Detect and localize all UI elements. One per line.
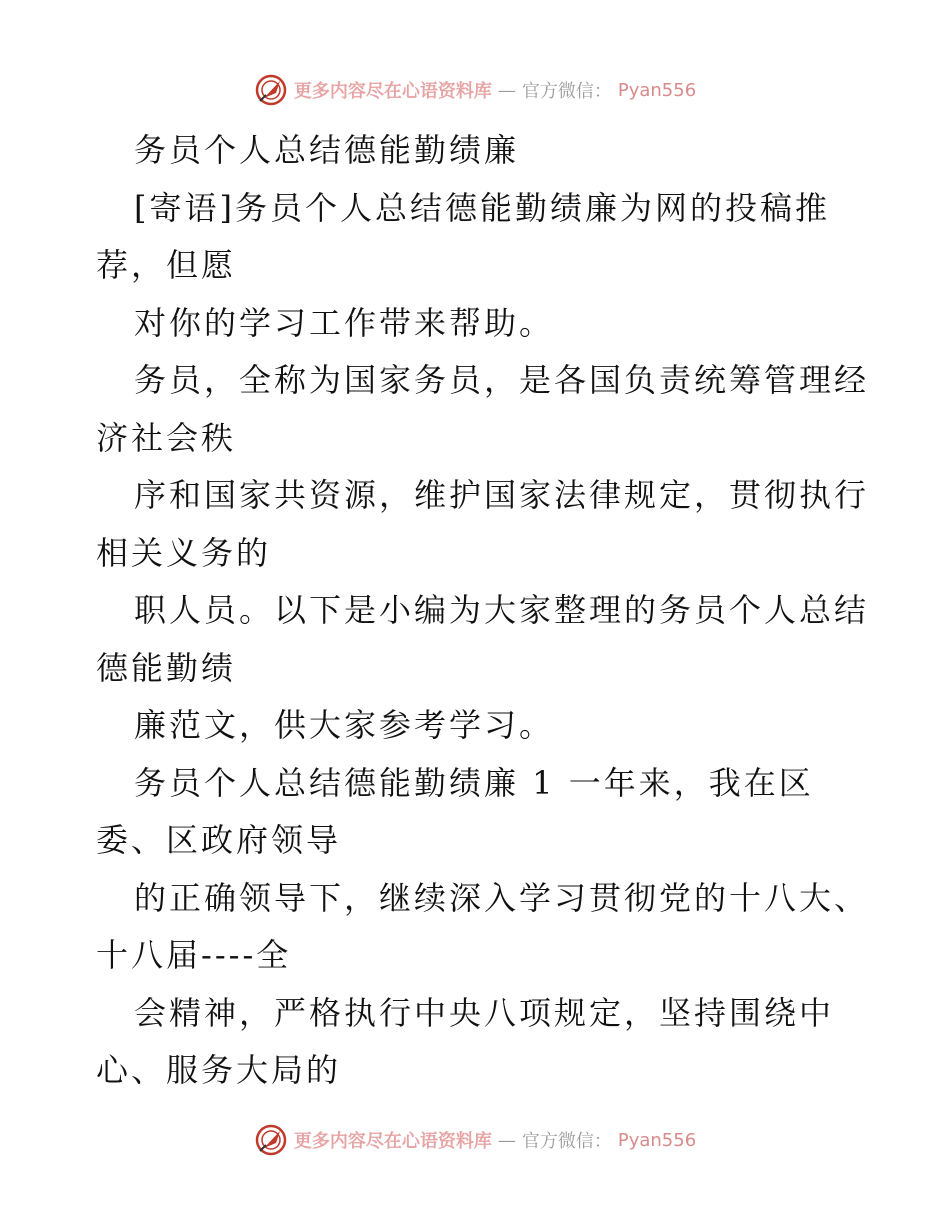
- text-line: 济社会秩: [96, 418, 237, 457]
- quill-logo-icon: [254, 1123, 288, 1157]
- watermark-wechat-label: 官方微信：: [521, 81, 612, 102]
- text-line: 心、服务大局的: [96, 1051, 342, 1089]
- text-line: 务员个人总结德能勤绩廉 1 一年来，我在区: [134, 763, 814, 802]
- document-body: [96, 122, 870, 1100]
- text-line: 对你的学习工作带来帮助。: [134, 303, 555, 342]
- text-line: 序和国家共资源，维护国家法律规定，贯彻执行: [134, 476, 870, 514]
- text-line: 德能勤绩: [96, 648, 237, 687]
- watermark-dash: —: [497, 1129, 516, 1151]
- text-line: [寄语]务员个人总结德能勤绩廉为网的投稿推: [134, 188, 830, 227]
- text-line: 荐，但愿: [96, 246, 237, 284]
- text-line: 务员，全称为国家务员，是各国负责统筹管理经: [134, 361, 870, 399]
- watermark-handle: Pyan556: [617, 1129, 697, 1151]
- text-line: 委、区政府领导: [96, 821, 342, 859]
- watermark-handle: Pyan556: [617, 79, 697, 101]
- watermark-site-name: 更多内容尽在心语资料库: [293, 81, 492, 102]
- quill-logo-icon: [254, 73, 288, 107]
- text-line: 的正确领导下，继续深入学习贯彻党的十八大、: [134, 878, 870, 917]
- text-line: 职人员。以下是小编为大家整理的务员个人总结: [134, 591, 870, 629]
- watermark-wechat-label: 官方微信：: [521, 1131, 612, 1152]
- text-line: 廉范文，供大家参考学习。: [134, 706, 555, 744]
- watermark-site-name: 更多内容尽在心语资料库: [293, 1131, 492, 1152]
- text-line: 相关义务的: [96, 533, 272, 572]
- watermark-footer: [0, 1120, 950, 1160]
- text-line: 会精神，严格执行中央八项规定，坚持围绕中: [134, 993, 835, 1032]
- text-line: 务员个人总结德能勤绩廉: [134, 131, 520, 169]
- watermark-dash: —: [497, 79, 516, 101]
- watermark-header: [0, 70, 950, 110]
- text-line: 十八届----全: [96, 936, 292, 974]
